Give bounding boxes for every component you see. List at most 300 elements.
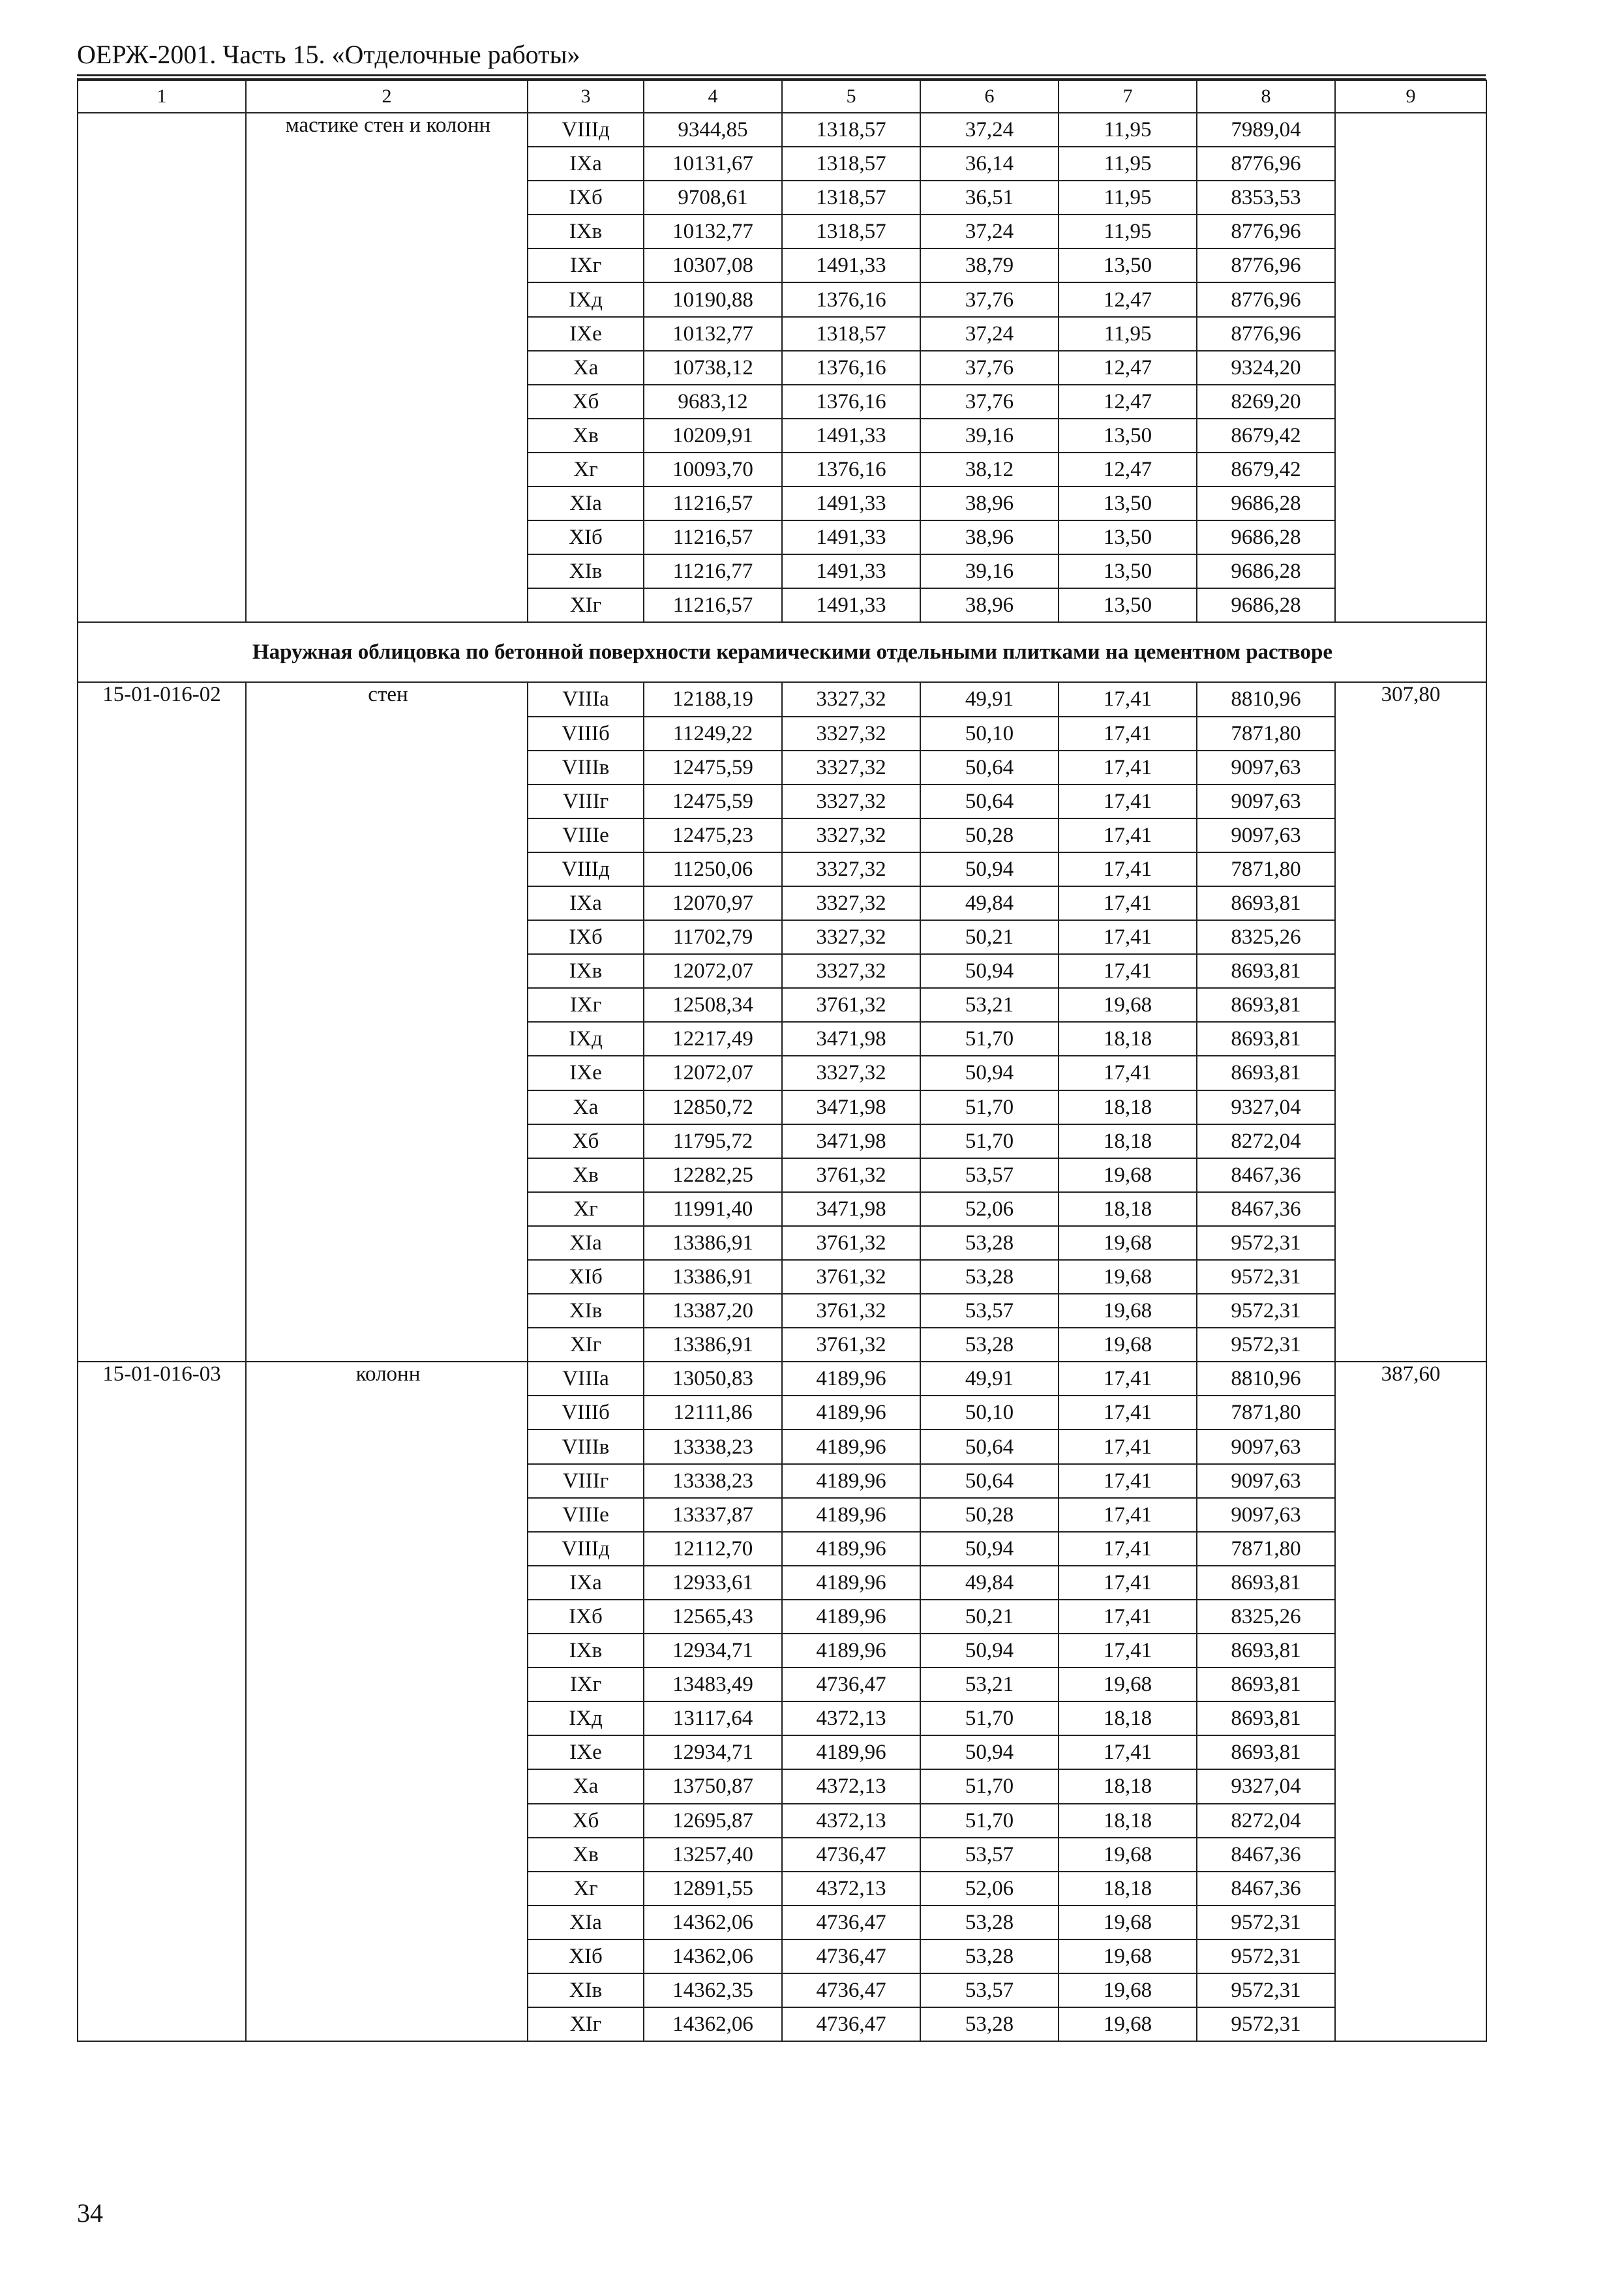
wages-cell: 4189,96 <box>782 1566 920 1600</box>
materials-cost-cell: 8693,81 <box>1197 988 1335 1022</box>
wages-cell: 4736,47 <box>782 1668 920 1701</box>
zone-cell: Xб <box>528 1124 644 1158</box>
direct-cost-cell: 13257,40 <box>644 1838 782 1872</box>
labor-cost-cell <box>1335 1600 1486 1634</box>
direct-cost-cell: 12891,55 <box>644 1872 782 1906</box>
zone-cell: VIIIе <box>528 818 644 852</box>
table-row <box>78 954 1486 988</box>
rate-code-cell <box>78 351 246 385</box>
zone-cell: IXе <box>528 1056 644 1090</box>
table-row <box>78 1939 1486 1973</box>
direct-cost-cell: 12111,86 <box>644 1396 782 1429</box>
labor-cost-cell <box>1335 1701 1486 1735</box>
wages-cell: 4736,47 <box>782 1838 920 1872</box>
direct-cost-cell: 12695,87 <box>644 1804 782 1838</box>
table-row <box>78 486 1486 520</box>
work-name-cell <box>246 818 528 852</box>
table-row <box>78 1158 1486 1192</box>
wages-cell: 3327,32 <box>782 717 920 751</box>
direct-cost-cell: 14362,06 <box>644 1939 782 1973</box>
work-name-cell <box>246 1600 528 1634</box>
table-row <box>78 1668 1486 1701</box>
direct-cost-cell: 10093,70 <box>644 453 782 486</box>
rate-code-cell <box>78 248 246 282</box>
machinist-wages-cell: 19,68 <box>1059 988 1197 1022</box>
work-name-cell <box>246 1396 528 1429</box>
machinist-wages-cell: 19,68 <box>1059 1668 1197 1701</box>
machinist-wages-cell: 18,18 <box>1059 1701 1197 1735</box>
table-row <box>78 1498 1486 1532</box>
machine-cost-cell: 52,06 <box>920 1192 1059 1226</box>
work-name-cell <box>246 1532 528 1566</box>
materials-cost-cell: 9097,63 <box>1197 785 1335 818</box>
rate-code-cell <box>78 1838 246 1872</box>
direct-cost-cell: 14362,06 <box>644 1906 782 1939</box>
materials-cost-cell: 9572,31 <box>1197 1260 1335 1294</box>
direct-cost-cell: 10131,67 <box>644 147 782 181</box>
work-name-cell <box>246 1735 528 1769</box>
work-name-cell <box>246 1192 528 1226</box>
machinist-wages-cell: 17,41 <box>1059 1566 1197 1600</box>
labor-cost-cell <box>1335 1328 1486 1362</box>
direct-cost-cell: 13337,87 <box>644 1498 782 1532</box>
labor-cost-cell <box>1335 1056 1486 1090</box>
labor-cost-cell <box>1335 1498 1486 1532</box>
zone-cell: IXг <box>528 248 644 282</box>
table-row <box>78 1634 1486 1668</box>
work-name-cell <box>246 988 528 1022</box>
rate-code-cell <box>78 1226 246 1260</box>
materials-cost-cell: 7989,04 <box>1197 113 1335 147</box>
machinist-wages-cell: 18,18 <box>1059 1090 1197 1124</box>
table-row <box>78 785 1486 818</box>
zone-cell: VIIIе <box>528 1498 644 1532</box>
materials-cost-cell: 8693,81 <box>1197 1735 1335 1769</box>
labor-cost-cell <box>1335 282 1486 316</box>
zone-cell: IXв <box>528 1634 644 1668</box>
rate-code-cell <box>78 988 246 1022</box>
zone-cell: IXб <box>528 181 644 215</box>
rate-code-cell <box>78 751 246 785</box>
labor-cost-cell <box>1335 2007 1486 2041</box>
zone-cell: IXа <box>528 886 644 920</box>
zone-cell: Xа <box>528 1769 644 1803</box>
table-row <box>78 1396 1486 1429</box>
labor-cost-cell <box>1335 1396 1486 1429</box>
direct-cost-cell: 13050,83 <box>644 1362 782 1396</box>
machine-cost-cell: 36,51 <box>920 181 1059 215</box>
machinist-wages-cell: 11,95 <box>1059 317 1197 351</box>
machinist-wages-cell: 18,18 <box>1059 1804 1197 1838</box>
materials-cost-cell: 9572,31 <box>1197 1328 1335 1362</box>
zone-cell: VIIIг <box>528 1464 644 1498</box>
labor-cost-cell: 387,60 <box>1335 1362 1486 1396</box>
wages-cell: 1376,16 <box>782 453 920 486</box>
machinist-wages-cell: 19,68 <box>1059 2007 1197 2041</box>
zone-cell: IXе <box>528 317 644 351</box>
header-rule-thick <box>77 74 1486 76</box>
table-row <box>78 215 1486 248</box>
work-name-cell <box>246 486 528 520</box>
table-row <box>78 1362 1486 1396</box>
rate-code-cell <box>78 1260 246 1294</box>
direct-cost-cell: 10307,08 <box>644 248 782 282</box>
machine-cost-cell: 50,21 <box>920 1600 1059 1634</box>
machine-cost-cell: 53,28 <box>920 2007 1059 2041</box>
labor-cost-cell <box>1335 988 1486 1022</box>
rate-code-cell <box>78 419 246 453</box>
wages-cell: 1491,33 <box>782 554 920 588</box>
table-row <box>78 351 1486 385</box>
rate-code-cell <box>78 1532 246 1566</box>
table-row <box>78 113 1486 147</box>
work-name-cell <box>246 717 528 751</box>
machinist-wages-cell: 17,41 <box>1059 852 1197 886</box>
labor-cost-cell <box>1335 1838 1486 1872</box>
work-name-cell <box>246 920 528 954</box>
table-row <box>78 852 1486 886</box>
labor-cost-cell <box>1335 248 1486 282</box>
table-row <box>78 886 1486 920</box>
machinist-wages-cell: 11,95 <box>1059 147 1197 181</box>
wages-cell: 4736,47 <box>782 1906 920 1939</box>
rate-code-cell <box>78 1769 246 1803</box>
table-row <box>78 282 1486 316</box>
machinist-wages-cell: 17,41 <box>1059 1429 1197 1463</box>
table-row <box>78 1973 1486 2007</box>
materials-cost-cell: 8693,81 <box>1197 1701 1335 1735</box>
machinist-wages-cell: 11,95 <box>1059 181 1197 215</box>
direct-cost-cell: 13386,91 <box>644 1226 782 1260</box>
zone-cell: IXд <box>528 1701 644 1735</box>
work-name-cell <box>246 385 528 419</box>
rate-code-cell <box>78 1429 246 1463</box>
zone-cell: XIа <box>528 486 644 520</box>
materials-cost-cell: 9686,28 <box>1197 520 1335 554</box>
labor-cost-cell <box>1335 1260 1486 1294</box>
wages-cell: 1318,57 <box>782 147 920 181</box>
machinist-wages-cell: 19,68 <box>1059 1838 1197 1872</box>
direct-cost-cell: 11216,57 <box>644 486 782 520</box>
rate-code-cell <box>78 1600 246 1634</box>
table-row <box>78 385 1486 419</box>
zone-cell: IXа <box>528 1566 644 1600</box>
work-name-cell <box>246 1701 528 1735</box>
materials-cost-cell: 8810,96 <box>1197 1362 1335 1396</box>
labor-cost-cell <box>1335 385 1486 419</box>
work-name-cell <box>246 1566 528 1600</box>
table-row <box>78 1192 1486 1226</box>
zone-cell: Xв <box>528 1158 644 1192</box>
direct-cost-cell: 9344,85 <box>644 113 782 147</box>
materials-cost-cell: 8467,36 <box>1197 1158 1335 1192</box>
machine-cost-cell: 37,76 <box>920 385 1059 419</box>
machine-cost-cell: 37,24 <box>920 317 1059 351</box>
direct-cost-cell: 12188,19 <box>644 682 782 716</box>
work-name-cell <box>246 785 528 818</box>
zone-cell: VIIIв <box>528 1429 644 1463</box>
labor-cost-cell <box>1335 1158 1486 1192</box>
table-row <box>78 1464 1486 1498</box>
zone-cell: IXе <box>528 1735 644 1769</box>
rate-code-cell <box>78 1124 246 1158</box>
rate-code-cell <box>78 954 246 988</box>
wages-cell: 4189,96 <box>782 1464 920 1498</box>
materials-cost-cell: 9572,31 <box>1197 2007 1335 2041</box>
machinist-wages-cell: 13,50 <box>1059 248 1197 282</box>
work-name-cell: мастике стен и колонн <box>246 113 528 147</box>
machine-cost-cell: 50,28 <box>920 1498 1059 1532</box>
labor-cost-cell <box>1335 751 1486 785</box>
table-row <box>78 1429 1486 1463</box>
machinist-wages-cell: 17,41 <box>1059 1532 1197 1566</box>
direct-cost-cell: 13386,91 <box>644 1328 782 1362</box>
materials-cost-cell: 8776,96 <box>1197 147 1335 181</box>
rate-code-cell <box>78 717 246 751</box>
wages-cell: 3327,32 <box>782 954 920 988</box>
wages-cell: 1376,16 <box>782 282 920 316</box>
rate-code-cell <box>78 1634 246 1668</box>
machine-cost-cell: 53,57 <box>920 1838 1059 1872</box>
wages-cell: 3327,32 <box>782 1056 920 1090</box>
rate-code-cell <box>78 1668 246 1701</box>
labor-cost-cell <box>1335 1192 1486 1226</box>
wages-cell: 4736,47 <box>782 1939 920 1973</box>
machine-cost-cell: 38,12 <box>920 453 1059 486</box>
labor-cost-cell <box>1335 1634 1486 1668</box>
machine-cost-cell: 51,70 <box>920 1124 1059 1158</box>
direct-cost-cell: 12508,34 <box>644 988 782 1022</box>
materials-cost-cell: 8693,81 <box>1197 1634 1335 1668</box>
direct-cost-cell: 13338,23 <box>644 1464 782 1498</box>
materials-cost-cell: 8693,81 <box>1197 1668 1335 1701</box>
materials-cost-cell: 9097,63 <box>1197 1429 1335 1463</box>
zone-cell: XIг <box>528 2007 644 2041</box>
labor-cost-cell <box>1335 147 1486 181</box>
table-row <box>78 1735 1486 1769</box>
table-row <box>78 1090 1486 1124</box>
labor-cost-cell <box>1335 1872 1486 1906</box>
wages-cell: 4189,96 <box>782 1498 920 1532</box>
machinist-wages-cell: 19,68 <box>1059 1328 1197 1362</box>
zone-cell: VIIIб <box>528 1396 644 1429</box>
machine-cost-cell: 50,94 <box>920 954 1059 988</box>
materials-cost-cell: 9572,31 <box>1197 1294 1335 1328</box>
machine-cost-cell: 50,64 <box>920 785 1059 818</box>
direct-cost-cell: 11702,79 <box>644 920 782 954</box>
wages-cell: 3327,32 <box>782 818 920 852</box>
materials-cost-cell: 8269,20 <box>1197 385 1335 419</box>
zone-cell: XIг <box>528 588 644 622</box>
machine-cost-cell: 37,24 <box>920 215 1059 248</box>
work-name-cell <box>246 1124 528 1158</box>
rate-code-cell <box>78 1804 246 1838</box>
zone-cell: IXг <box>528 1668 644 1701</box>
zone-cell: Xг <box>528 1192 644 1226</box>
machine-cost-cell: 50,94 <box>920 852 1059 886</box>
materials-cost-cell: 9686,28 <box>1197 486 1335 520</box>
wages-cell: 3327,32 <box>782 751 920 785</box>
machine-cost-cell: 51,70 <box>920 1022 1059 1056</box>
machinist-wages-cell: 18,18 <box>1059 1192 1197 1226</box>
materials-cost-cell: 9097,63 <box>1197 1498 1335 1532</box>
rate-code-cell <box>78 852 246 886</box>
labor-cost-cell <box>1335 852 1486 886</box>
machinist-wages-cell: 17,41 <box>1059 682 1197 716</box>
rate-code-cell <box>78 453 246 486</box>
machinist-wages-cell: 18,18 <box>1059 1769 1197 1803</box>
column-number: 7 <box>1059 80 1197 113</box>
table-row <box>78 818 1486 852</box>
zone-cell: VIIIб <box>528 717 644 751</box>
table-row <box>78 317 1486 351</box>
labor-cost-cell <box>1335 1022 1486 1056</box>
machinist-wages-cell: 17,41 <box>1059 1056 1197 1090</box>
rate-code-cell <box>78 520 246 554</box>
direct-cost-cell: 10209,91 <box>644 419 782 453</box>
materials-cost-cell: 8467,36 <box>1197 1872 1335 1906</box>
materials-cost-cell: 9097,63 <box>1197 751 1335 785</box>
zone-cell: VIIIд <box>528 113 644 147</box>
table-row <box>78 1804 1486 1838</box>
table-row <box>78 1701 1486 1735</box>
materials-cost-cell: 8325,26 <box>1197 920 1335 954</box>
wages-cell: 4189,96 <box>782 1362 920 1396</box>
rate-code-cell: 15-01-016-03 <box>78 1362 246 1396</box>
machine-cost-cell: 50,10 <box>920 1396 1059 1429</box>
work-name-cell <box>246 751 528 785</box>
wages-cell: 3327,32 <box>782 682 920 716</box>
rate-code-cell <box>78 588 246 622</box>
materials-cost-cell: 9324,20 <box>1197 351 1335 385</box>
machine-cost-cell: 39,16 <box>920 419 1059 453</box>
machinist-wages-cell: 19,68 <box>1059 1906 1197 1939</box>
machine-cost-cell: 50,64 <box>920 1429 1059 1463</box>
machinist-wages-cell: 17,41 <box>1059 1362 1197 1396</box>
work-name-cell <box>246 215 528 248</box>
direct-cost-cell: 14362,35 <box>644 1973 782 2007</box>
rate-code-cell <box>78 113 246 147</box>
materials-cost-cell: 8467,36 <box>1197 1192 1335 1226</box>
machine-cost-cell: 53,57 <box>920 1294 1059 1328</box>
column-number: 8 <box>1197 80 1335 113</box>
rate-code-cell <box>78 818 246 852</box>
machine-cost-cell: 38,96 <box>920 486 1059 520</box>
materials-cost-cell: 9327,04 <box>1197 1090 1335 1124</box>
zone-cell: VIIIа <box>528 1362 644 1396</box>
zone-cell: Xа <box>528 1090 644 1124</box>
direct-cost-cell: 13387,20 <box>644 1294 782 1328</box>
page-header-title: ОЕРЖ-2001. Часть 15. «Отделочные работы» <box>77 40 580 69</box>
machinist-wages-cell: 18,18 <box>1059 1124 1197 1158</box>
direct-cost-cell: 11216,77 <box>644 554 782 588</box>
machine-cost-cell: 50,28 <box>920 818 1059 852</box>
machine-cost-cell: 50,21 <box>920 920 1059 954</box>
machinist-wages-cell: 12,47 <box>1059 351 1197 385</box>
rate-code-cell <box>78 1498 246 1532</box>
wages-cell: 4372,13 <box>782 1872 920 1906</box>
work-name-cell <box>246 1973 528 2007</box>
wages-cell: 4189,96 <box>782 1735 920 1769</box>
wages-cell: 3471,98 <box>782 1022 920 1056</box>
work-name-cell <box>246 2007 528 2041</box>
rate-code-cell: 15-01-016-02 <box>78 682 246 716</box>
table-row <box>78 1294 1486 1328</box>
machine-cost-cell: 51,70 <box>920 1804 1059 1838</box>
wages-cell: 3761,32 <box>782 1294 920 1328</box>
zone-cell: XIг <box>528 1328 644 1362</box>
wages-cell: 3327,32 <box>782 920 920 954</box>
work-name-cell <box>246 852 528 886</box>
wages-cell: 3761,32 <box>782 988 920 1022</box>
labor-cost-cell <box>1335 1124 1486 1158</box>
machine-cost-cell: 53,21 <box>920 988 1059 1022</box>
rate-code-cell <box>78 385 246 419</box>
wages-cell: 1491,33 <box>782 588 920 622</box>
machine-cost-cell: 49,91 <box>920 682 1059 716</box>
work-name-cell: колонн <box>246 1362 528 1396</box>
machinist-wages-cell: 13,50 <box>1059 588 1197 622</box>
wages-cell: 3327,32 <box>782 886 920 920</box>
direct-cost-cell: 12934,71 <box>644 1634 782 1668</box>
materials-cost-cell: 7871,80 <box>1197 852 1335 886</box>
wages-cell: 3761,32 <box>782 1328 920 1362</box>
machinist-wages-cell: 19,68 <box>1059 1226 1197 1260</box>
labor-cost-cell <box>1335 1464 1486 1498</box>
price-table <box>77 80 1487 2042</box>
column-number: 5 <box>782 80 920 113</box>
work-name-cell <box>246 520 528 554</box>
materials-cost-cell: 8776,96 <box>1197 215 1335 248</box>
direct-cost-cell: 11250,06 <box>644 852 782 886</box>
rate-code-cell <box>78 785 246 818</box>
machinist-wages-cell: 17,41 <box>1059 1498 1197 1532</box>
rate-code-cell <box>78 1192 246 1226</box>
direct-cost-cell: 12072,07 <box>644 954 782 988</box>
table-row <box>78 1328 1486 1362</box>
materials-cost-cell: 8776,96 <box>1197 282 1335 316</box>
wages-cell: 3761,32 <box>782 1158 920 1192</box>
wages-cell: 4189,96 <box>782 1600 920 1634</box>
machinist-wages-cell: 17,41 <box>1059 1464 1197 1498</box>
zone-cell: Xб <box>528 1804 644 1838</box>
wages-cell: 3471,98 <box>782 1090 920 1124</box>
machine-cost-cell: 53,57 <box>920 1158 1059 1192</box>
machinist-wages-cell: 19,68 <box>1059 1294 1197 1328</box>
table-row <box>78 2007 1486 2041</box>
materials-cost-cell: 8776,96 <box>1197 317 1335 351</box>
table-row <box>78 588 1486 622</box>
rate-code-cell <box>78 181 246 215</box>
labor-cost-cell <box>1335 1906 1486 1939</box>
machinist-wages-cell: 12,47 <box>1059 282 1197 316</box>
work-name-cell <box>246 588 528 622</box>
zone-cell: Xа <box>528 351 644 385</box>
machinist-wages-cell: 19,68 <box>1059 1260 1197 1294</box>
wages-cell: 4189,96 <box>782 1429 920 1463</box>
materials-cost-cell: 8693,81 <box>1197 1566 1335 1600</box>
machinist-wages-cell: 17,41 <box>1059 717 1197 751</box>
materials-cost-cell: 9097,63 <box>1197 818 1335 852</box>
machinist-wages-cell: 17,41 <box>1059 818 1197 852</box>
table-row <box>78 1056 1486 1090</box>
machine-cost-cell: 53,28 <box>920 1328 1059 1362</box>
zone-cell: Xг <box>528 1872 644 1906</box>
rate-code-cell <box>78 1090 246 1124</box>
table-row <box>78 1906 1486 1939</box>
machine-cost-cell: 51,70 <box>920 1769 1059 1803</box>
machine-cost-cell: 36,14 <box>920 147 1059 181</box>
